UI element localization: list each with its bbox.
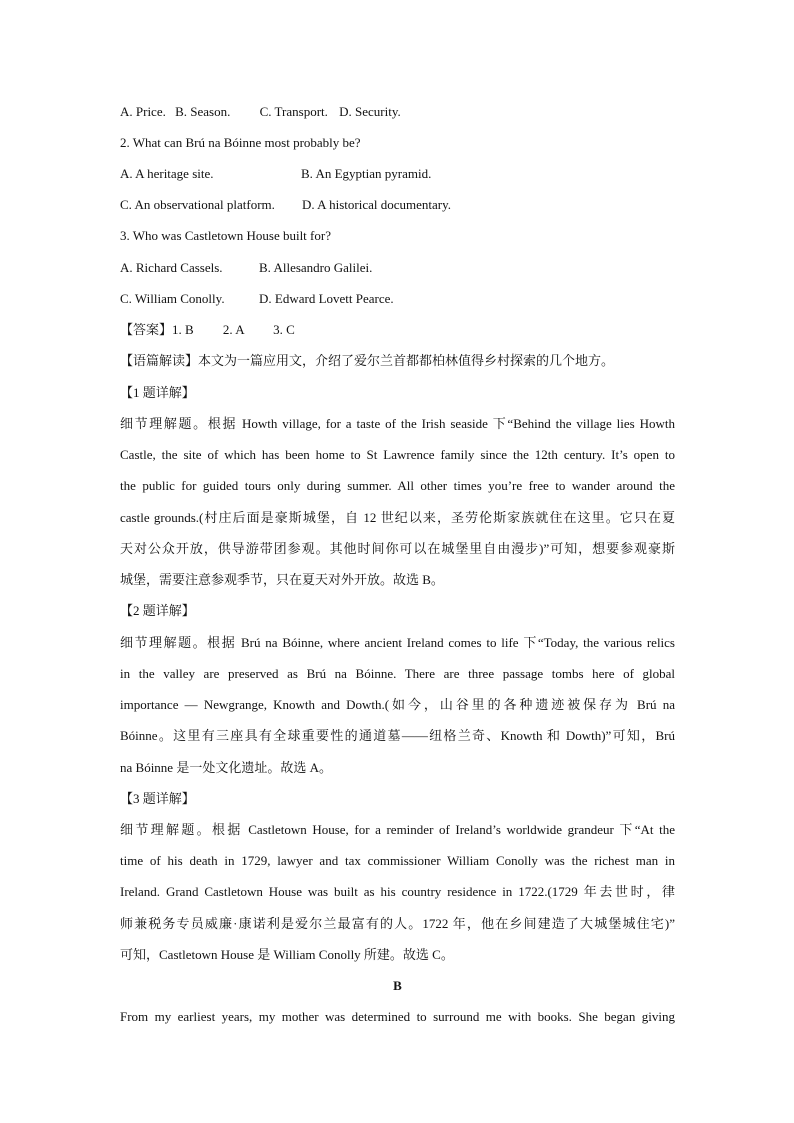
q1-option-c: C. Transport. <box>259 104 328 119</box>
detail-3-line: time of his death in 1729, lawyer and tax commissioner William Conolly was the richest man in <box>120 853 675 868</box>
detail-1-line: 细节理解题。根据 Howth village, for a taste of the Irish seaside 下“Behind the village lies Howth <box>120 416 675 431</box>
q2-question: 2. What can Brú na Bóinne most probably be? <box>120 135 361 150</box>
detail-2-line: na Bóinne 是一处文化遗址。故选 A。 <box>120 760 332 775</box>
answer-line: 【答案】1. B 2. A 3. C <box>120 322 295 337</box>
q1-options <box>120 103 675 121</box>
q3-option-b: B. Allesandro Galilei. <box>259 260 373 275</box>
q1-option-d: D. Security. <box>339 104 401 119</box>
detail-1-line: castle grounds.(村庄后面是豪斯城堡，自 12 世纪以来，圣劳伦斯家族就住在这里。它只在夏 <box>120 510 675 525</box>
detail-3-line: 可知，Castletown House 是 William Conolly 所建。故选 C。 <box>120 947 454 962</box>
detail-2-line: in the valley are preserved as Brú na Bóinne. There are three passage tombs here of global <box>120 666 675 681</box>
detail-1-line: the public for guided tours only during summer. All other times you’re free to wander around the <box>120 478 675 493</box>
detail-2-line: importance — Newgrange, Knowth and Dowth.(如今，山谷里的各种遗迹被保存为 Brú na <box>120 697 675 712</box>
q2-option-d: D. A historical documentary. <box>302 197 451 212</box>
detail-2-heading: 【2 题详解】 <box>120 603 195 618</box>
detail-3-line: Ireland. Grand Castletown House was built as his country residence in 1722.(1729 年去世时，律 <box>120 884 675 899</box>
passage-summary: 【语篇解读】本文为一篇应用文，介绍了爱尔兰首都都柏林值得乡村探索的几个地方。 <box>120 353 615 368</box>
q2-option-a: A. A heritage site. <box>120 166 214 181</box>
q3-option-a: A. Richard Cassels. <box>120 260 223 275</box>
q3-question: 3. Who was Castletown House built for? <box>120 228 331 243</box>
detail-1-line: Castle, the site of which has been home to St Lawrence family since the 12th century. It’s open to <box>120 447 675 462</box>
q2-options-row2 <box>120 196 675 214</box>
detail-1-line: 天对公众开放，供导游带团参观。其他时间你可以在城堡里自由漫步)”可知，想要参观豪斯 <box>120 541 675 556</box>
section-heading-b: B <box>393 978 402 993</box>
q3-options-row1 <box>120 259 675 277</box>
detail-1-heading: 【1 题详解】 <box>120 385 195 400</box>
q3-option-c: C. William Conolly. <box>120 291 225 306</box>
detail-3-heading: 【3 题详解】 <box>120 791 195 806</box>
q2-option-c: C. An observational platform. <box>120 197 275 212</box>
q3-option-d: D. Edward Lovett Pearce. <box>259 291 394 306</box>
detail-3-line: 细节理解题。根据 Castletown House, for a reminder of Ireland’s worldwide grandeur 下“At the <box>120 822 675 837</box>
detail-3-line: 师兼税务专员威廉·康诺利是爱尔兰最富有的人。1722 年，他在乡间建造了大城堡城住宅)” <box>120 916 675 931</box>
q2-options-row1 <box>120 165 675 183</box>
q3-options-row2 <box>120 290 675 308</box>
q1-option-b: B. Season. <box>175 104 231 119</box>
detail-1-line: 城堡，需要注意参观季节，只在夏天对外开放。故选 B。 <box>120 572 444 587</box>
q2-option-b: B. An Egyptian pyramid. <box>301 166 432 181</box>
detail-2-line: Bóinne。这里有三座具有全球重要性的通道墓——纽格兰奇、Knowth 和 Dowth)”可知，Brú <box>120 728 675 743</box>
q1-option-a: A. Price. <box>120 104 166 119</box>
passage-b-line: From my earliest years, my mother was determined to surround me with books. She began giving <box>120 1009 675 1024</box>
detail-2-line: 细节理解题。根据 Brú na Bóinne, where ancient Ireland comes to life 下“Today, the various relics <box>120 635 675 650</box>
